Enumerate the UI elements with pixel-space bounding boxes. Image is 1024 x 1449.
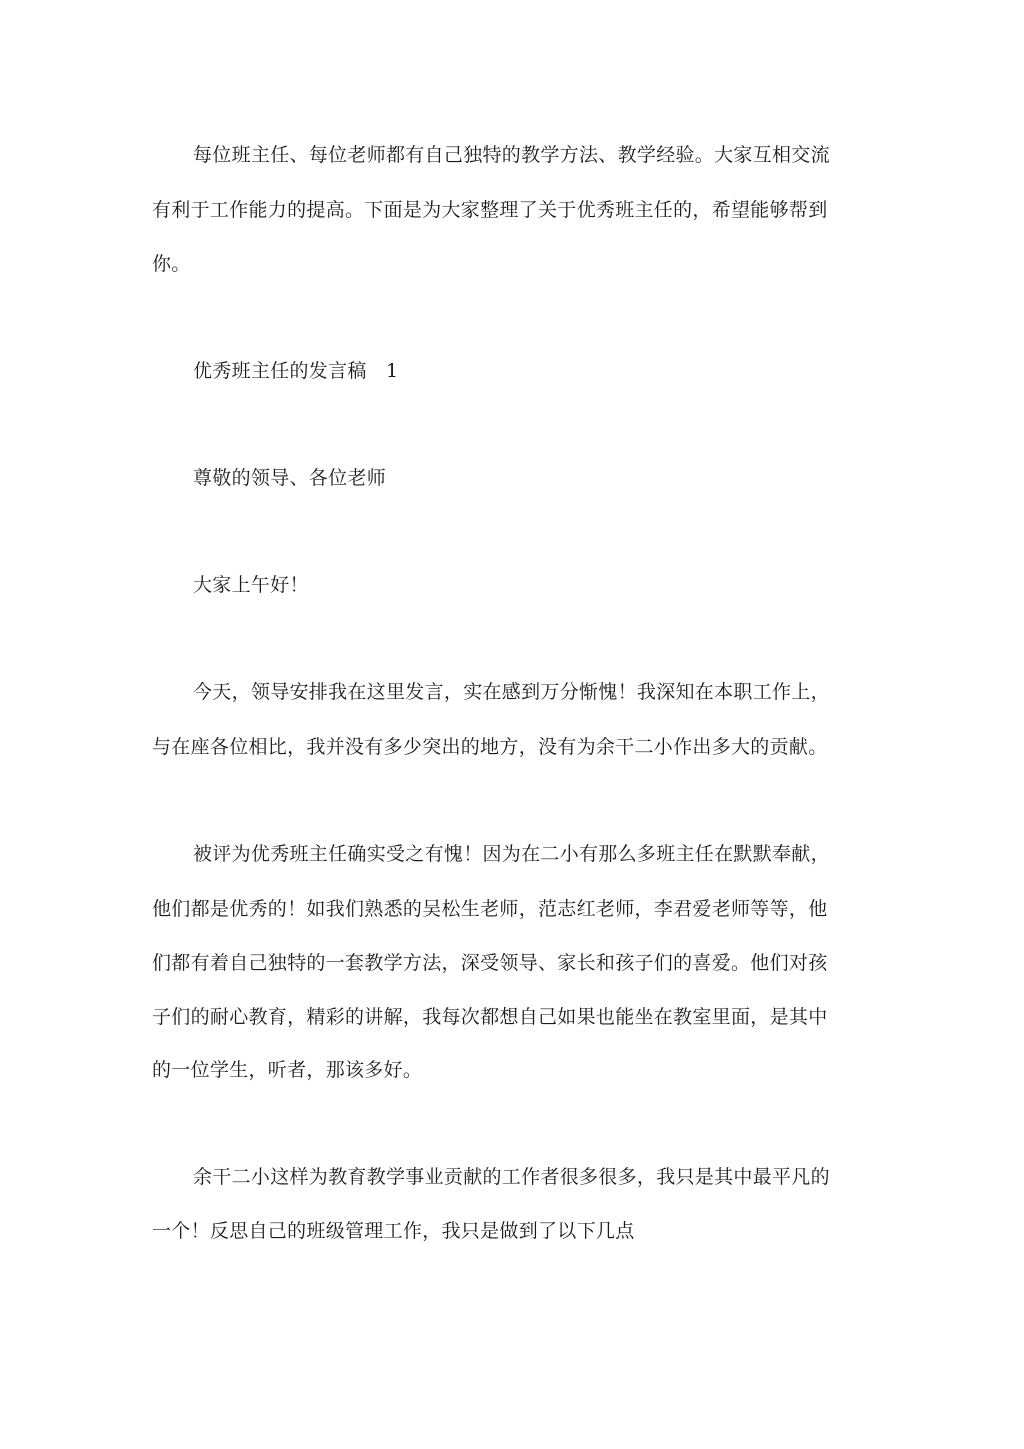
paragraph3-line-2: 一个！反思自己的班级管理工作，我只是做到了以下几点 [152, 1220, 635, 1242]
section-heading: 优秀班主任的发言稿 1 [193, 360, 399, 382]
paragraph2-line-5: 的一位学生，听者，那该多好。 [152, 1059, 423, 1081]
paragraph1-line-2: 与在座各位相比，我并没有多少突出的地方，没有为余干二小作出多大的贡献。 [152, 736, 828, 758]
paragraph2-line-3: 们都有着自己独特的一套教学方法，深受领导、家长和孩子们的喜爱。他们对孩 [152, 952, 828, 974]
paragraph3-line-1: 余干二小这样为教育教学事业贡献的工作者很多很多，我只是其中最平凡的 [193, 1166, 830, 1188]
salutation: 尊敬的领导、各位老师 [193, 467, 387, 489]
intro-line-2: 有利于工作能力的提高。下面是为大家整理了关于优秀班主任的，希望能够帮到 [152, 199, 828, 221]
paragraph2-line-4: 子们的耐心教育，精彩的讲解，我每次都想自己如果也能坐在教室里面，是其中 [152, 1006, 828, 1028]
paragraph2-line-1: 被评为优秀班主任确实受之有愧！因为在二小有那么多班主任在默默奉献， [193, 843, 830, 865]
intro-line-1: 每位班主任、每位老师都有自己独特的教学方法、教学经验。大家互相交流 [193, 144, 830, 166]
greeting: 大家上午好！ [193, 574, 309, 596]
intro-line-3: 你。 [152, 253, 191, 275]
paragraph2-line-2: 他们都是优秀的！如我们熟悉的吴松生老师，范志红老师，李君爱老师等等，他 [152, 898, 828, 920]
paragraph1-line-1: 今天，领导安排我在这里发言，实在感到万分惭愧！我深知在本职工作上， [193, 681, 830, 703]
